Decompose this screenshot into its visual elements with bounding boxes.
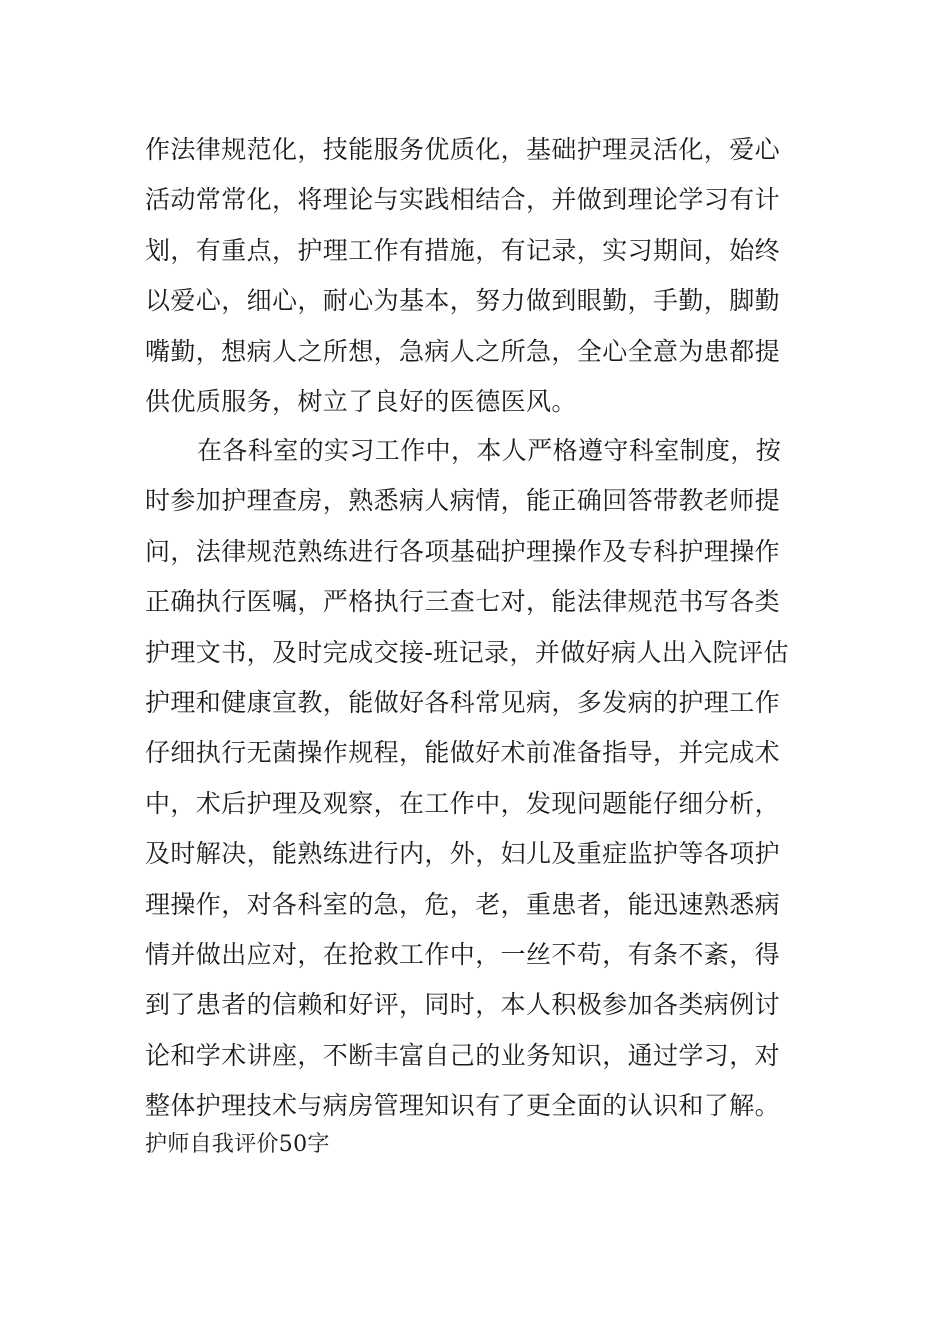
paragraph-line: 嘴勤，想病人之所想，急病人之所急，全心全意为患都提 [145, 336, 781, 366]
paragraph-line: 划，有重点，护理工作有措施，有记录，实习期间，始终 [145, 235, 781, 265]
paragraph-2 [145, 426, 805, 1131]
paragraph-line: 供优质服务，树立了良好的医德医风。 [145, 386, 577, 416]
paragraph-line: 到了患者的信赖和好评，同时，本人积极参加各类病例讨 [145, 990, 781, 1020]
paragraph-line: 仔细执行无菌操作规程，能做好术前准备指导，并完成术 [145, 738, 781, 768]
paragraph-line: 论和学术讲座，不断丰富自己的业务知识，通过学习，对 [145, 1040, 781, 1070]
paragraph-line: 情并做出应对，在抢救工作中，一丝不苟，有条不紊，得 [145, 939, 781, 969]
paragraph-line: 作法律规范化，技能服务优质化，基础护理灵活化，爱心 [145, 135, 781, 164]
paragraph-line: 及时解决，能熟练进行内，外，妇儿及重症监护等各项护 [145, 839, 781, 869]
paragraph-line: 理操作，对各科室的急，危，老，重患者，能迅速熟悉病 [145, 889, 781, 919]
paragraph-1 [145, 125, 805, 427]
paragraph-line: 正确执行医嘱，严格执行三查七对，能法律规范书写各类 [145, 587, 781, 617]
paragraph-line: 活动常常化，将理论与实践相结合，并做到理论学习有计 [145, 185, 781, 215]
paragraph-line: 中，术后护理及观察，在工作中，发现问题能仔细分析， [145, 788, 781, 818]
paragraph-line: 护理文书，及时完成交接-班记录，并做好病人出入院评估 [145, 637, 789, 667]
paragraph-line: 护理和健康宣教，能做好各科常见病，多发病的护理工作 [145, 687, 781, 717]
paragraph-line: 问，法律规范熟练进行各项基础护理操作及专科护理操作 [145, 536, 781, 566]
paragraph-line: 时参加护理查房，熟悉病人病情，能正确回答带教老师提 [145, 486, 781, 516]
paragraph-line: 在各科室的实习工作中，本人严格遵守科室制度，按 [197, 436, 782, 465]
paragraph-line: 以爱心，细心，耐心为基本，努力做到眼勤，手勤，脚勤 [145, 286, 781, 316]
section-heading: 护师自我评价50字 [145, 1132, 330, 1157]
paragraph-line: 整体护理技术与病房管理知识有了更全面的认识和了解。 [145, 1091, 781, 1121]
